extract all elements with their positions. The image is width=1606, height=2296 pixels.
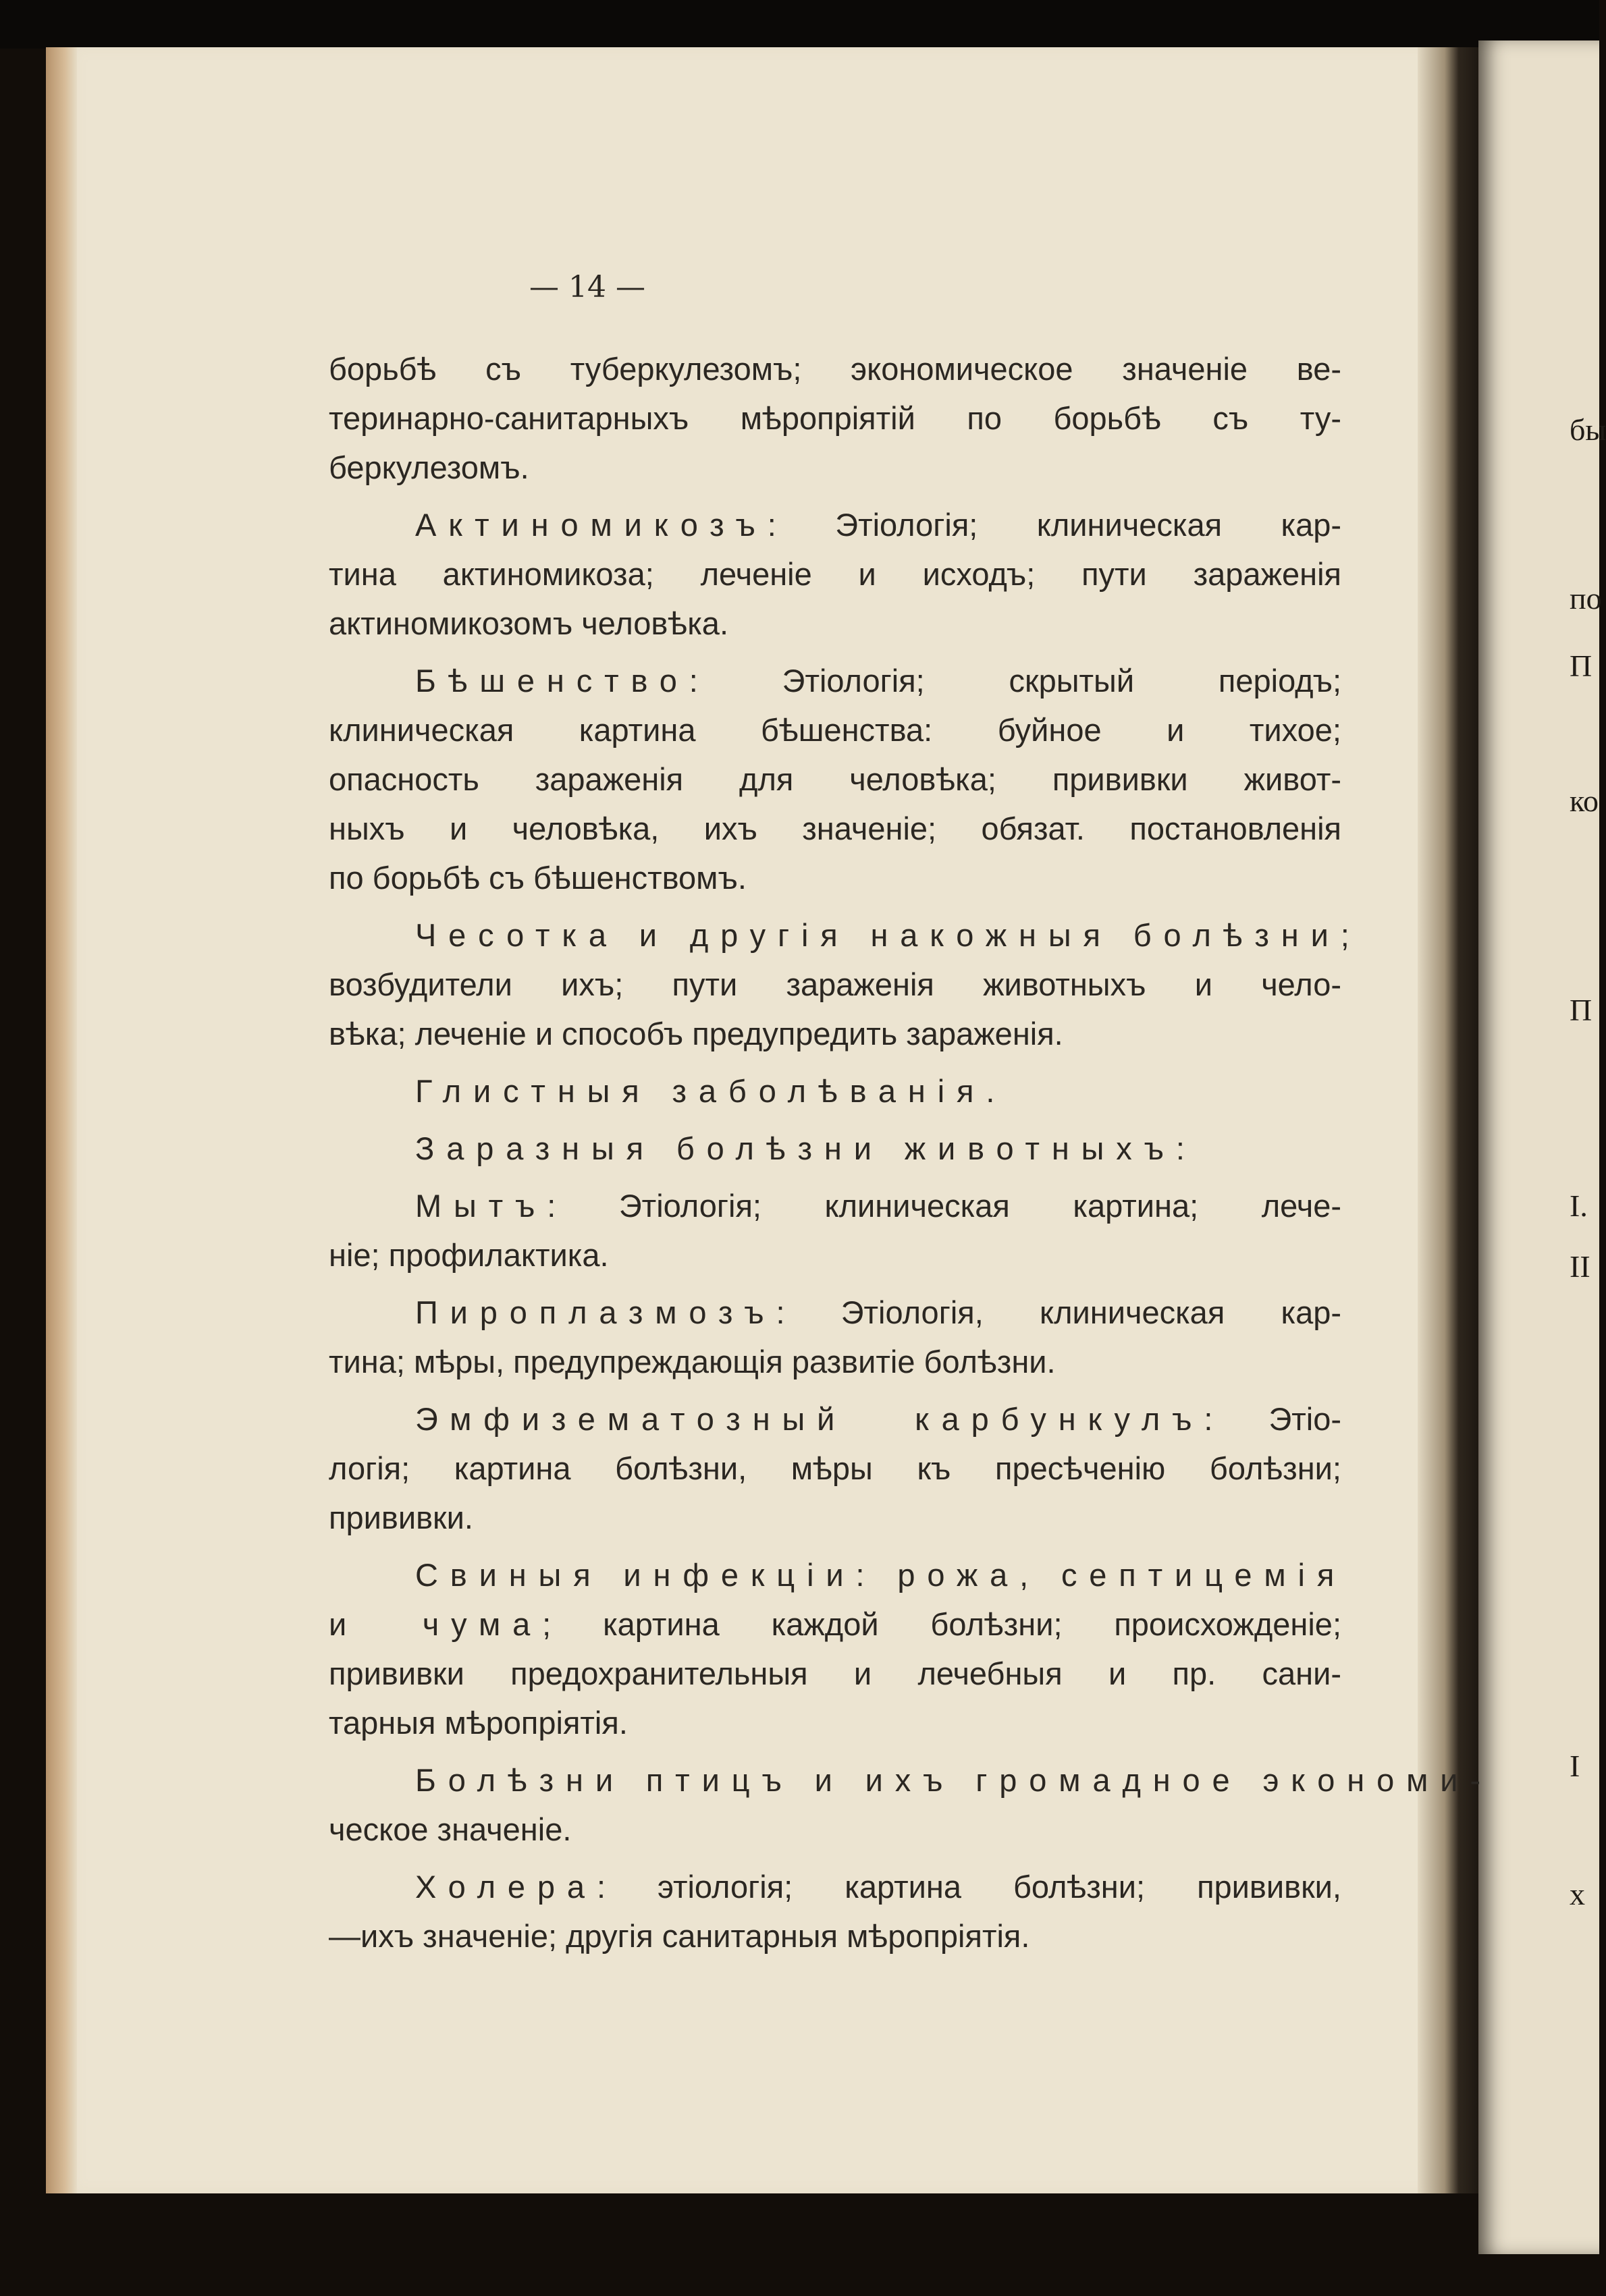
section-heading: Холера [415, 1869, 597, 1905]
text-line: Бѣшенство: Этіологія; скрытый періодъ; [415, 663, 1341, 699]
section-heading: Актиномикозъ [415, 507, 768, 543]
text-line: и чума; картина каждой болѣзни; происхожденіе; [329, 1606, 1342, 1642]
section-heading: Пироплазмозъ [415, 1294, 776, 1330]
paragraph [329, 1862, 1341, 1961]
section-heading: Свиныя инфекціи: рожа, септицемія [415, 1557, 1347, 1593]
section-heading: Бѣшенство [415, 663, 689, 699]
text-line: ческое значеніе. [329, 1811, 572, 1847]
facing-page [1478, 40, 1599, 2254]
text-line: актиномикозомъ человѣка. [329, 605, 728, 641]
text-line: возбудители ихъ; пути зараженія животныхъ и чело- [329, 966, 1341, 1002]
text-line [329, 1550, 1347, 1600]
text-line: борьбѣ съ туберкулезомъ; экономическое значеніе ве- [329, 351, 1341, 387]
text-line: Чесотка и другія накожныя болѣзни; [415, 917, 1349, 953]
paragraph [329, 1181, 1341, 1280]
facing-page-glyph: бы [1570, 412, 1606, 447]
paragraph [329, 656, 1341, 902]
text-line: вѣка; леченіе и способъ предупредить зараженія. [329, 1016, 1063, 1051]
facing-page-glyph: І [1570, 1749, 1580, 1783]
text-line: Заразныя болѣзни животныхъ: [415, 1130, 1185, 1166]
text-line: логія; картина болѣзни, мѣры къ пресѣченію болѣзни; [329, 1450, 1341, 1486]
text-line: Мытъ: Этіологія; клиническая картина; лече- [415, 1188, 1341, 1224]
page-edge [46, 47, 77, 2193]
page-body [329, 344, 1493, 1961]
facing-page-glyph: ко [1570, 784, 1599, 818]
section-heading: Эмфизематозный карбункулъ [415, 1401, 1204, 1437]
text-line: ніе; профилактика. [329, 1237, 609, 1273]
section-heading: Заразныя болѣзни животныхъ [415, 1130, 1176, 1166]
paragraph [329, 1394, 1341, 1542]
paragraph [329, 1755, 1493, 1854]
facing-page-glyph: по [1570, 581, 1602, 616]
text-line: прививки предохранительныя и лечебныя и пр. сани- [329, 1656, 1341, 1691]
text-line: ныхъ и человѣка, ихъ значеніе; обязат. постановленія [329, 811, 1341, 846]
paragraph [329, 344, 1341, 492]
text-line: Глистныя заболѣванія. [415, 1073, 995, 1109]
paragraph [329, 1124, 1341, 1173]
section-heading: Глистныя заболѣванія [415, 1073, 986, 1109]
text-line: теринарно-санитарныхъ мѣропріятій по борьбѣ съ ту- [329, 400, 1341, 436]
scanner-background [0, 0, 1599, 49]
text-line: клиническая картина бѣшенства: буйное и тихое; [329, 712, 1341, 748]
text-line: тина; мѣры, предупреждающія развитіе болѣзни. [329, 1344, 1056, 1379]
paragraph [329, 1550, 1347, 1747]
text-line: тарныя мѣропріятія. [329, 1705, 628, 1741]
text-line: прививки. [329, 1500, 473, 1535]
text-line: тина актиномикоза; леченіе и исходъ; пути зараженія [329, 556, 1341, 592]
facing-page-glyph: ІІ [1570, 1249, 1590, 1284]
page-number: — 14 — [529, 270, 645, 304]
paragraph [329, 1066, 1341, 1116]
text-line: Актиномикозъ: Этіологія; клиническая кар- [415, 507, 1341, 543]
paragraph [329, 1288, 1341, 1386]
paragraph [329, 910, 1349, 1058]
facing-page-glyph: П [1570, 649, 1592, 683]
section-heading: Мытъ [415, 1188, 547, 1224]
facing-page-glyph: П [1570, 993, 1592, 1027]
paragraph [329, 500, 1341, 648]
text-line: Эмфизематозный карбункулъ: Этіо- [415, 1401, 1341, 1437]
text-line: опасность зараженія для человѣка; прививки живот- [329, 761, 1341, 797]
text-line: Пироплазмозъ: Этіологія, клиническая кар- [415, 1294, 1341, 1330]
text-line [329, 1755, 1493, 1805]
section-heading: и чума [329, 1606, 543, 1642]
facing-page-glyph: І. [1570, 1188, 1588, 1223]
section-heading: Чесотка и другія накожныя болѣзни [415, 917, 1341, 953]
text-line: по борьбѣ съ бѣшенствомъ. [329, 860, 747, 896]
section-heading: Болѣзни птицъ и ихъ громадное экономи- [415, 1762, 1493, 1798]
text-line: Холера: этіологія; картина болѣзни; прививки, [415, 1869, 1341, 1905]
text-line: беркулезомъ. [329, 449, 529, 485]
text-line: —ихъ значеніе; другія санитарныя мѣропріятія. [329, 1918, 1030, 1954]
facing-page-glyph: х [1570, 1877, 1585, 1911]
